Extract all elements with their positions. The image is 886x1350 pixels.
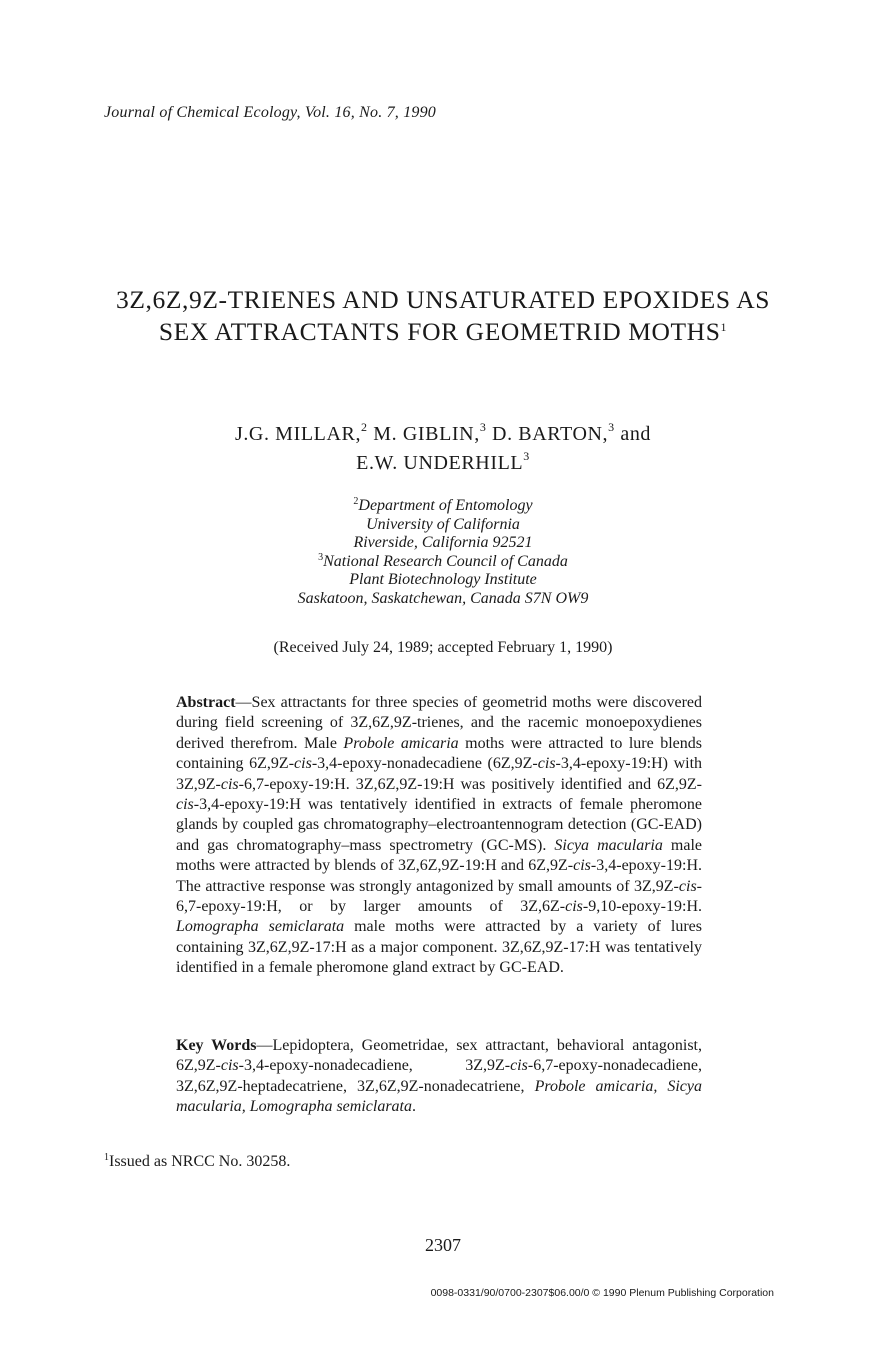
author-barton-mark: 3 — [608, 420, 615, 434]
copyright-line: 0098-0331/90/0700-2307$06.00/0 © 1990 Plenum Publishing Corporation — [430, 1287, 774, 1299]
affil-mark-3: 3 — [318, 551, 324, 563]
affiliations — [60, 497, 826, 609]
author-millar: J.G. MILLAR, — [234, 423, 362, 445]
key-words — [176, 1036, 702, 1118]
author-and: and — [620, 423, 652, 445]
footnote — [104, 1153, 290, 1171]
keywords-text: —Lepidoptera, Geometridae, sex attractant, behavioral antagonist, 6Z,9Z- — [176, 1037, 702, 1075]
abstract-text: -9,10-epoxy-19:H. — [582, 898, 702, 916]
abstract-text: male moths were attracted by a variety of lures containing 3Z,6Z,9Z-17:H as a major component. 3Z,6Z,9Z-17:H was tentatively identified in a female pheromone gland extract by GC-EAD. — [176, 918, 702, 977]
author-line-1 — [60, 420, 826, 449]
abstract-text: -3,4-epoxy-19:H was tentatively identified in extracts of female pheromone glands by coupled gas chromatography–electroantennogram detection (GC-EAD) and gas chromatography–mass spectrometry (GC-MS). — [176, 796, 702, 854]
affil-mark-2: 2 — [353, 496, 359, 507]
cis-italic: cis — [220, 775, 239, 793]
cis-italic: cis — [537, 755, 556, 773]
author-millar-mark: 2 — [361, 420, 368, 434]
affil-institute: Plant Biotechnology Institute — [349, 571, 537, 589]
keywords-label: Key Words — [176, 1037, 257, 1054]
title-line-1: 3Z,6Z,9Z-TRIENES AND UNSATURATED EPOXIDES AS — [116, 285, 770, 314]
abstract-text: —Sex attractants for three species of geometrid moths were discovered during field screening of 3Z,6Z,9Z-trienes, and the racemic monoepoxydienes derived therefrom. Male — [176, 694, 702, 752]
species-name: Probole amicaria — [343, 734, 459, 752]
affil-nrc — [60, 553, 826, 572]
author-list — [60, 420, 826, 478]
title-line-2 — [60, 316, 826, 348]
species-name: Sicya macularia — [554, 836, 663, 854]
footnote-mark: 1 — [104, 1152, 109, 1163]
abstract — [176, 693, 702, 979]
cis-italic: cis — [294, 755, 312, 773]
author-barton: D. BARTON, — [492, 423, 609, 445]
affil-dept-text: Department of Entomology — [358, 497, 533, 514]
affil-nrc-text: National Research Council of Canada — [323, 552, 568, 570]
cis-italic: cis — [565, 898, 583, 916]
paper-title — [60, 284, 826, 348]
page-number: 2307 — [425, 1235, 461, 1255]
abstract-text: -6,7-epoxy-19:H, or by larger amounts of 3Z,6Z- — [176, 877, 702, 916]
title-footnote-mark: 1 — [720, 320, 728, 334]
abstract-text: -3,4-epoxy-19:H) with 3Z,9Z- — [176, 755, 703, 793]
abstract-text: male moths were attracted by blends of 3Z,6Z,9Z-19:H and 6Z,9Z- — [176, 836, 703, 875]
abstract-text: -3,4-epoxy-19:H. The attractive response was strongly antagonized by small amounts of 3Z,9Z- — [176, 857, 702, 895]
author-giblin-mark: 3 — [479, 420, 487, 434]
author-line-2 — [60, 449, 826, 478]
journal-citation: Journal of Chemical Ecology, Vol. 16, No. 7, 1990 — [104, 104, 436, 121]
cis-italic: cis — [220, 1057, 239, 1075]
author-underhill: E.W. UNDERHILL — [356, 452, 524, 474]
cis-italic: cis — [573, 857, 591, 875]
affil-university: University of California — [366, 515, 520, 533]
footnote-text: Issued as NRCC No. 30258. — [109, 1153, 291, 1170]
species-names: Probole amicaria, Sicya macularia, Lomographa semiclarata — [176, 1077, 702, 1116]
author-giblin: M. GIBLIN, — [373, 423, 480, 445]
abstract-label: Abstract — [176, 694, 236, 711]
affil-city-saskatoon: Saskatoon, Saskatchewan, Canada S7N OW9 — [297, 589, 589, 607]
title-line-2-text: SEX ATTRACTANTS FOR GEOMETRID MOTHS — [158, 317, 721, 346]
keywords-text: -3,4-epoxy-nonadecadiene, 3Z,9Z- — [238, 1057, 511, 1075]
keywords-text: -6,7-epoxy-nonadecadiene, 3Z,6Z,9Z-heptadecatriene, 3Z,6Z,9Z-nonadecatriene, — [176, 1057, 702, 1095]
cis-italic: cis — [176, 796, 194, 814]
author-underhill-mark: 3 — [523, 449, 530, 463]
affil-dept — [60, 497, 826, 516]
species-name: Lomographa semiclarata — [176, 918, 345, 936]
cis-italic: cis — [678, 877, 697, 895]
affil-city-riverside: Riverside, California 92521 — [353, 534, 533, 552]
abstract-text: -3,4-epoxy-nonadecadiene (6Z,9Z- — [311, 755, 538, 773]
abstract-text: moths were attracted to lure blends containing 6Z,9Z- — [176, 734, 702, 773]
abstract-text: -6,7-epoxy-19:H. 3Z,6Z,9Z-19:H was positively identified and 6Z,9Z- — [238, 775, 702, 793]
keywords-text: . — [412, 1098, 416, 1116]
received-dates: (Received July 24, 1989; accepted February 1, 1990) — [273, 639, 613, 656]
cis-italic: cis — [510, 1057, 528, 1075]
